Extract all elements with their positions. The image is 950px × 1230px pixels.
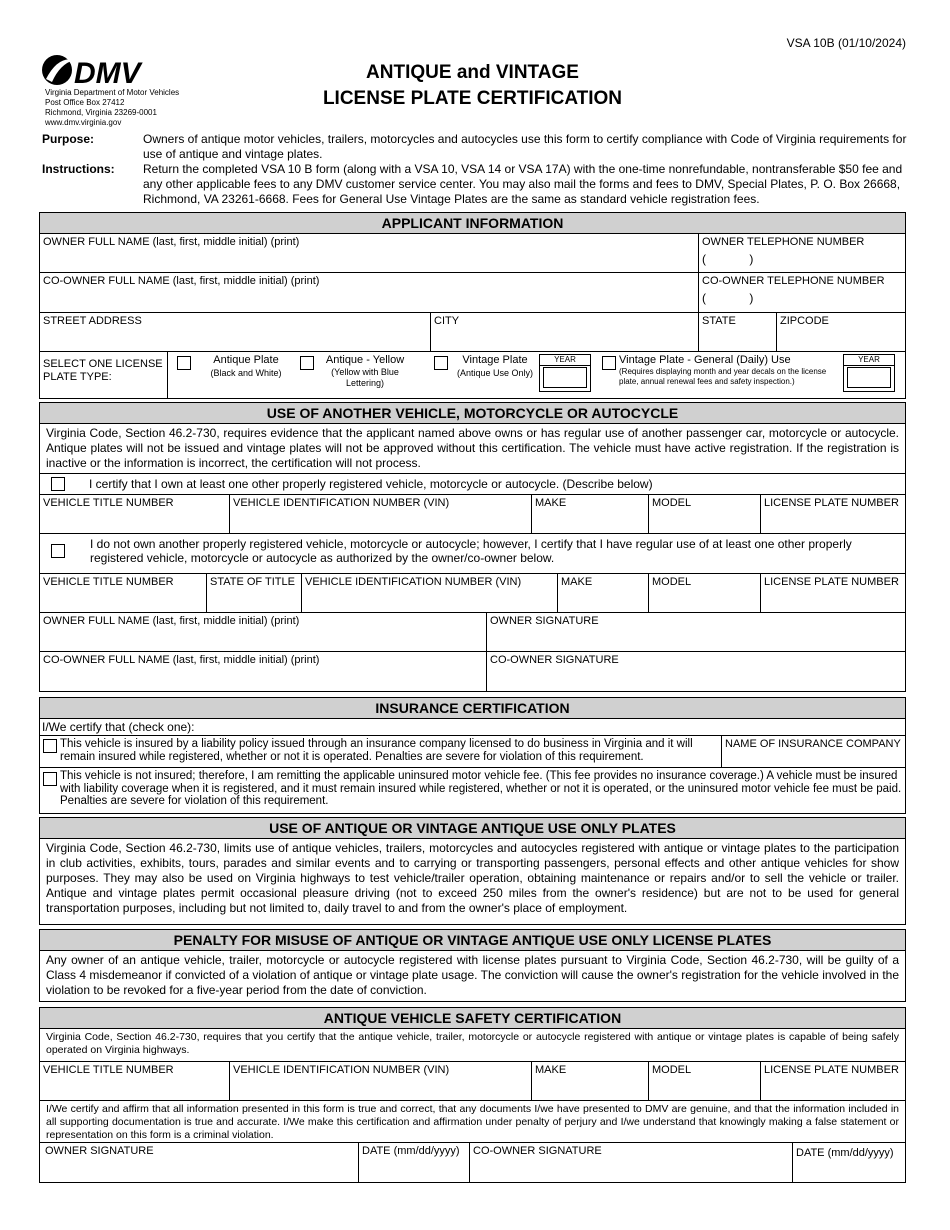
vintage-plate-option: Vintage Plate (Antique Use Only) [456,354,534,378]
final-owner-signature-field[interactable]: OWNER SIGNATURE [40,1143,359,1182]
vehicle-title-field[interactable]: VEHICLE TITLE NUMBER [40,495,230,533]
vehicle-title-field-2[interactable]: VEHICLE TITLE NUMBER [40,574,207,612]
agency-address: Virginia Department of Motor Vehicles Post Office Box 27412 Richmond, Virginia 23269-0001 www.dmv.virginia.gov [45,88,180,127]
use-plates-text: Virginia Code, Section 46.2-730, limits use of antique vehicles, trailers, motorcycles and autocycles registered with antique or vintage plates to the participation in club activities, exhibits, tours, parades and similar events and to carrying or transporting passengers, personal effects and other antique vehicles for show purposes. They may also be used on Virginia highways to test vehicle/trailer operation, obtaining maintenance or repairs and/or to sell the vehicle or trailer. Antique and vintage plates permit occasional pleasure driving (not to exceed 250 miles from the owner's residence) but are not to be used for general transportation purposes, including but not limited to, daily travel to and from the owner's place of employment. [46,841,899,915]
state-of-title-field[interactable]: STATE OF TITLE [207,574,302,612]
section-header: PENALTY FOR MISUSE OF ANTIQUE OR VINTAGE ANTIQUE USE ONLY LICENSE PLATES [40,930,905,951]
state-field[interactable]: STATE [699,313,777,351]
own-vehicle-cert: I certify that I own at least one other properly registered vehicle, motorcycle or autocycle. (Describe below) [89,477,653,491]
final-co-owner-signature-field[interactable]: CO-OWNER SIGNATURE [470,1143,793,1182]
instructions: Instructions: Return the completed VSA 10 B form (along with a VSA 10, VSA 14 or VSA 17A) with the one-time nonrefundable, nontransferable $50 fee and any other applicable fees to any DMV customer service center. You may also mail the forms and fees to DMV, Special Plates, P. O. Box 26668, Richmond, VA 23261-6668. Fees for General Use Vintage Plates are the same as standard vehicle registration fees. [42,162,903,206]
safety-make-field[interactable]: MAKE [532,1062,649,1100]
vintage-general-year-field[interactable]: YEAR [843,354,895,392]
section-header: APPLICANT INFORMATION [40,213,905,234]
safety-plate-field[interactable]: LICENSE PLATE NUMBER [764,1064,899,1076]
vin-field-2[interactable]: VEHICLE IDENTIFICATION NUMBER (VIN) [302,574,558,612]
license-plate-field[interactable]: LICENSE PLATE NUMBER [764,497,899,509]
form-number: VSA 10B (01/10/2024) [786,36,906,50]
penalty-text: Any owner of an antique vehicle, trailer, motorcycle or autocycle registered with license plates pursuant to Virginia Code, Section 46.2-730, will be guilty of a Class 4 misdemeanor if convicted of a violation of antique or vintage plate usage. The conviction will cause the owner's registration for the vehicle involved in the violation to be revoked for a five-year period from the date of conviction. [46,953,899,997]
own-vehicle-checkbox[interactable] [51,477,65,491]
final-co-owner-date-field[interactable]: DATE (mm/dd/yyyy) [796,1147,894,1159]
vintage-general-option: Vintage Plate - General (Daily) Use (Requires displaying month and year decals on the license plate, annual renewal fees and safety inspection.) [619,354,827,386]
section-header: USE OF ANTIQUE OR VINTAGE ANTIQUE USE ONLY PLATES [40,818,905,839]
affirmation-text: I/We certify and affirm that all information presented in this form is true and correct, that any documents I/we have presented to DMV are genuine, and that the information included in all supporting documentation is true and accurate. I/We make this certification and affirmation under penalty of perjury and I/we understand that knowingly making a false statement or representation on this form is a criminal violation. [46,1103,899,1141]
use-plates-section [39,817,906,925]
co-owner-name-field[interactable]: CO-OWNER FULL NAME (last, first, middle initial) (print) [40,273,699,312]
applicant-section [39,212,906,399]
section-header: ANTIQUE VEHICLE SAFETY CERTIFICATION [40,1008,905,1029]
purpose: Purpose: Owners of antique motor vehicles, trailers, motorcycles and autocycles use this form to certify compliance with Code of Virginia requirements for use of antique and vintage plates. [42,132,907,161]
not-insured-checkbox[interactable] [43,772,57,786]
vehicle-co-owner-name-field[interactable]: CO-OWNER FULL NAME (last, first, middle initial) (print) [40,652,487,691]
insured-checkbox[interactable] [43,739,57,753]
antique-plate-checkbox[interactable] [177,356,191,370]
vehicle-co-owner-signature-field[interactable]: CO-OWNER SIGNATURE [490,654,619,666]
insured-statement: This vehicle is insured by a liability policy issued through an insurance company licensed to do business in Virginia and it will remain insured while registered, whether or not it is operated. Penalties are severe for violation of this requirement. [60,738,693,763]
insurance-company-field[interactable]: NAME OF INSURANCE COMPANY [725,738,901,750]
regular-use-cert: I do not own another properly registered vehicle, motorcycle or autocycle; however, I certify that I have regular use of at least one other properly registered vehicle, motorcycle or autocycle as authorized by the owner/co-owner below. [90,537,852,565]
owner-name-field[interactable]: OWNER FULL NAME (last, first, middle initial) (print) [40,234,699,272]
antique-yellow-checkbox[interactable] [300,356,314,370]
make-field[interactable]: MAKE [532,495,649,533]
zipcode-field[interactable]: ZIPCODE [780,315,829,327]
safety-section [39,1007,906,1183]
city-field[interactable]: CITY [431,313,699,351]
antique-yellow-option: Antique - Yellow (Yellow with Blue Lettering) [325,354,405,388]
plate-type-label: SELECT ONE LICENSE PLATE TYPE: [40,352,168,398]
plate-type-options [168,352,905,398]
not-insured-statement: This vehicle is not insured; therefore, I am remitting the applicable uninsured motor vehicle fee. (This fee provides no insurance coverage.) A vehicle must be insured with liability coverage when it is registered, and it must remain insured while registered, whether or not it is operated, or the uninsured motor vehicle fee must be paid. Penalties are severe for violation of this requirement. [60,770,902,807]
safety-vin-field[interactable]: VEHICLE IDENTIFICATION NUMBER (VIN) [230,1062,532,1100]
insurance-section [39,697,906,814]
model-field[interactable]: MODEL [649,495,761,533]
dmv-logo [40,52,165,90]
another-vehicle-section [39,402,906,692]
vehicle-owner-name-field[interactable]: OWNER FULL NAME (last, first, middle initial) (print) [40,613,487,651]
final-owner-date-field[interactable]: DATE (mm/dd/yyyy) [359,1143,470,1182]
street-address-field[interactable]: STREET ADDRESS [40,313,431,351]
safety-model-field[interactable]: MODEL [649,1062,761,1100]
co-owner-phone-field[interactable]: CO-OWNER TELEPHONE NUMBER ( ) [702,275,885,305]
vintage-plate-checkbox[interactable] [434,356,448,370]
page-title: ANTIQUE and VINTAGE LICENSE PLATE CERTIFICATION [322,62,623,109]
section-header: USE OF ANOTHER VEHICLE, MOTORCYCLE OR AUTOCYCLE [40,403,905,424]
vin-field[interactable]: VEHICLE IDENTIFICATION NUMBER (VIN) [230,495,532,533]
make-field-2[interactable]: MAKE [558,574,649,612]
antique-plate-option: Antique Plate (Black and White) [210,354,282,378]
safety-title-field[interactable]: VEHICLE TITLE NUMBER [40,1062,230,1100]
model-field-2[interactable]: MODEL [649,574,761,612]
penalty-section [39,929,906,1002]
section-header: INSURANCE CERTIFICATION [40,698,905,719]
vintage-general-checkbox[interactable] [602,356,616,370]
license-plate-field-2[interactable]: LICENSE PLATE NUMBER [764,576,899,588]
logo-text: DMV [74,57,141,90]
safety-text: Virginia Code, Section 46.2-730, requires that you certify that the antique vehicle, trailer, motorcycle or autocycle registered with antique or vintage plates is capable of being safely operated on Virginia highways. [46,1031,899,1056]
vintage-year-field[interactable]: YEAR [539,354,591,392]
owner-phone-field[interactable]: OWNER TELEPHONE NUMBER ( ) [702,236,865,266]
insurance-intro: I/We certify that (check one): [40,719,905,736]
regular-use-checkbox[interactable] [51,544,65,558]
vehicle-owner-signature-field[interactable]: OWNER SIGNATURE [490,615,599,627]
another-vehicle-text: Virginia Code, Section 46.2-730, requires evidence that the applicant named above owns or has regular use of another passenger car, motorcycle or autocycle. Antique plates will not be issued and vintage plates will not be approved without this certification. The vehicle must have active registration. If the registration is inactive or the information is incorrect, the certification will not process. [46,426,899,470]
